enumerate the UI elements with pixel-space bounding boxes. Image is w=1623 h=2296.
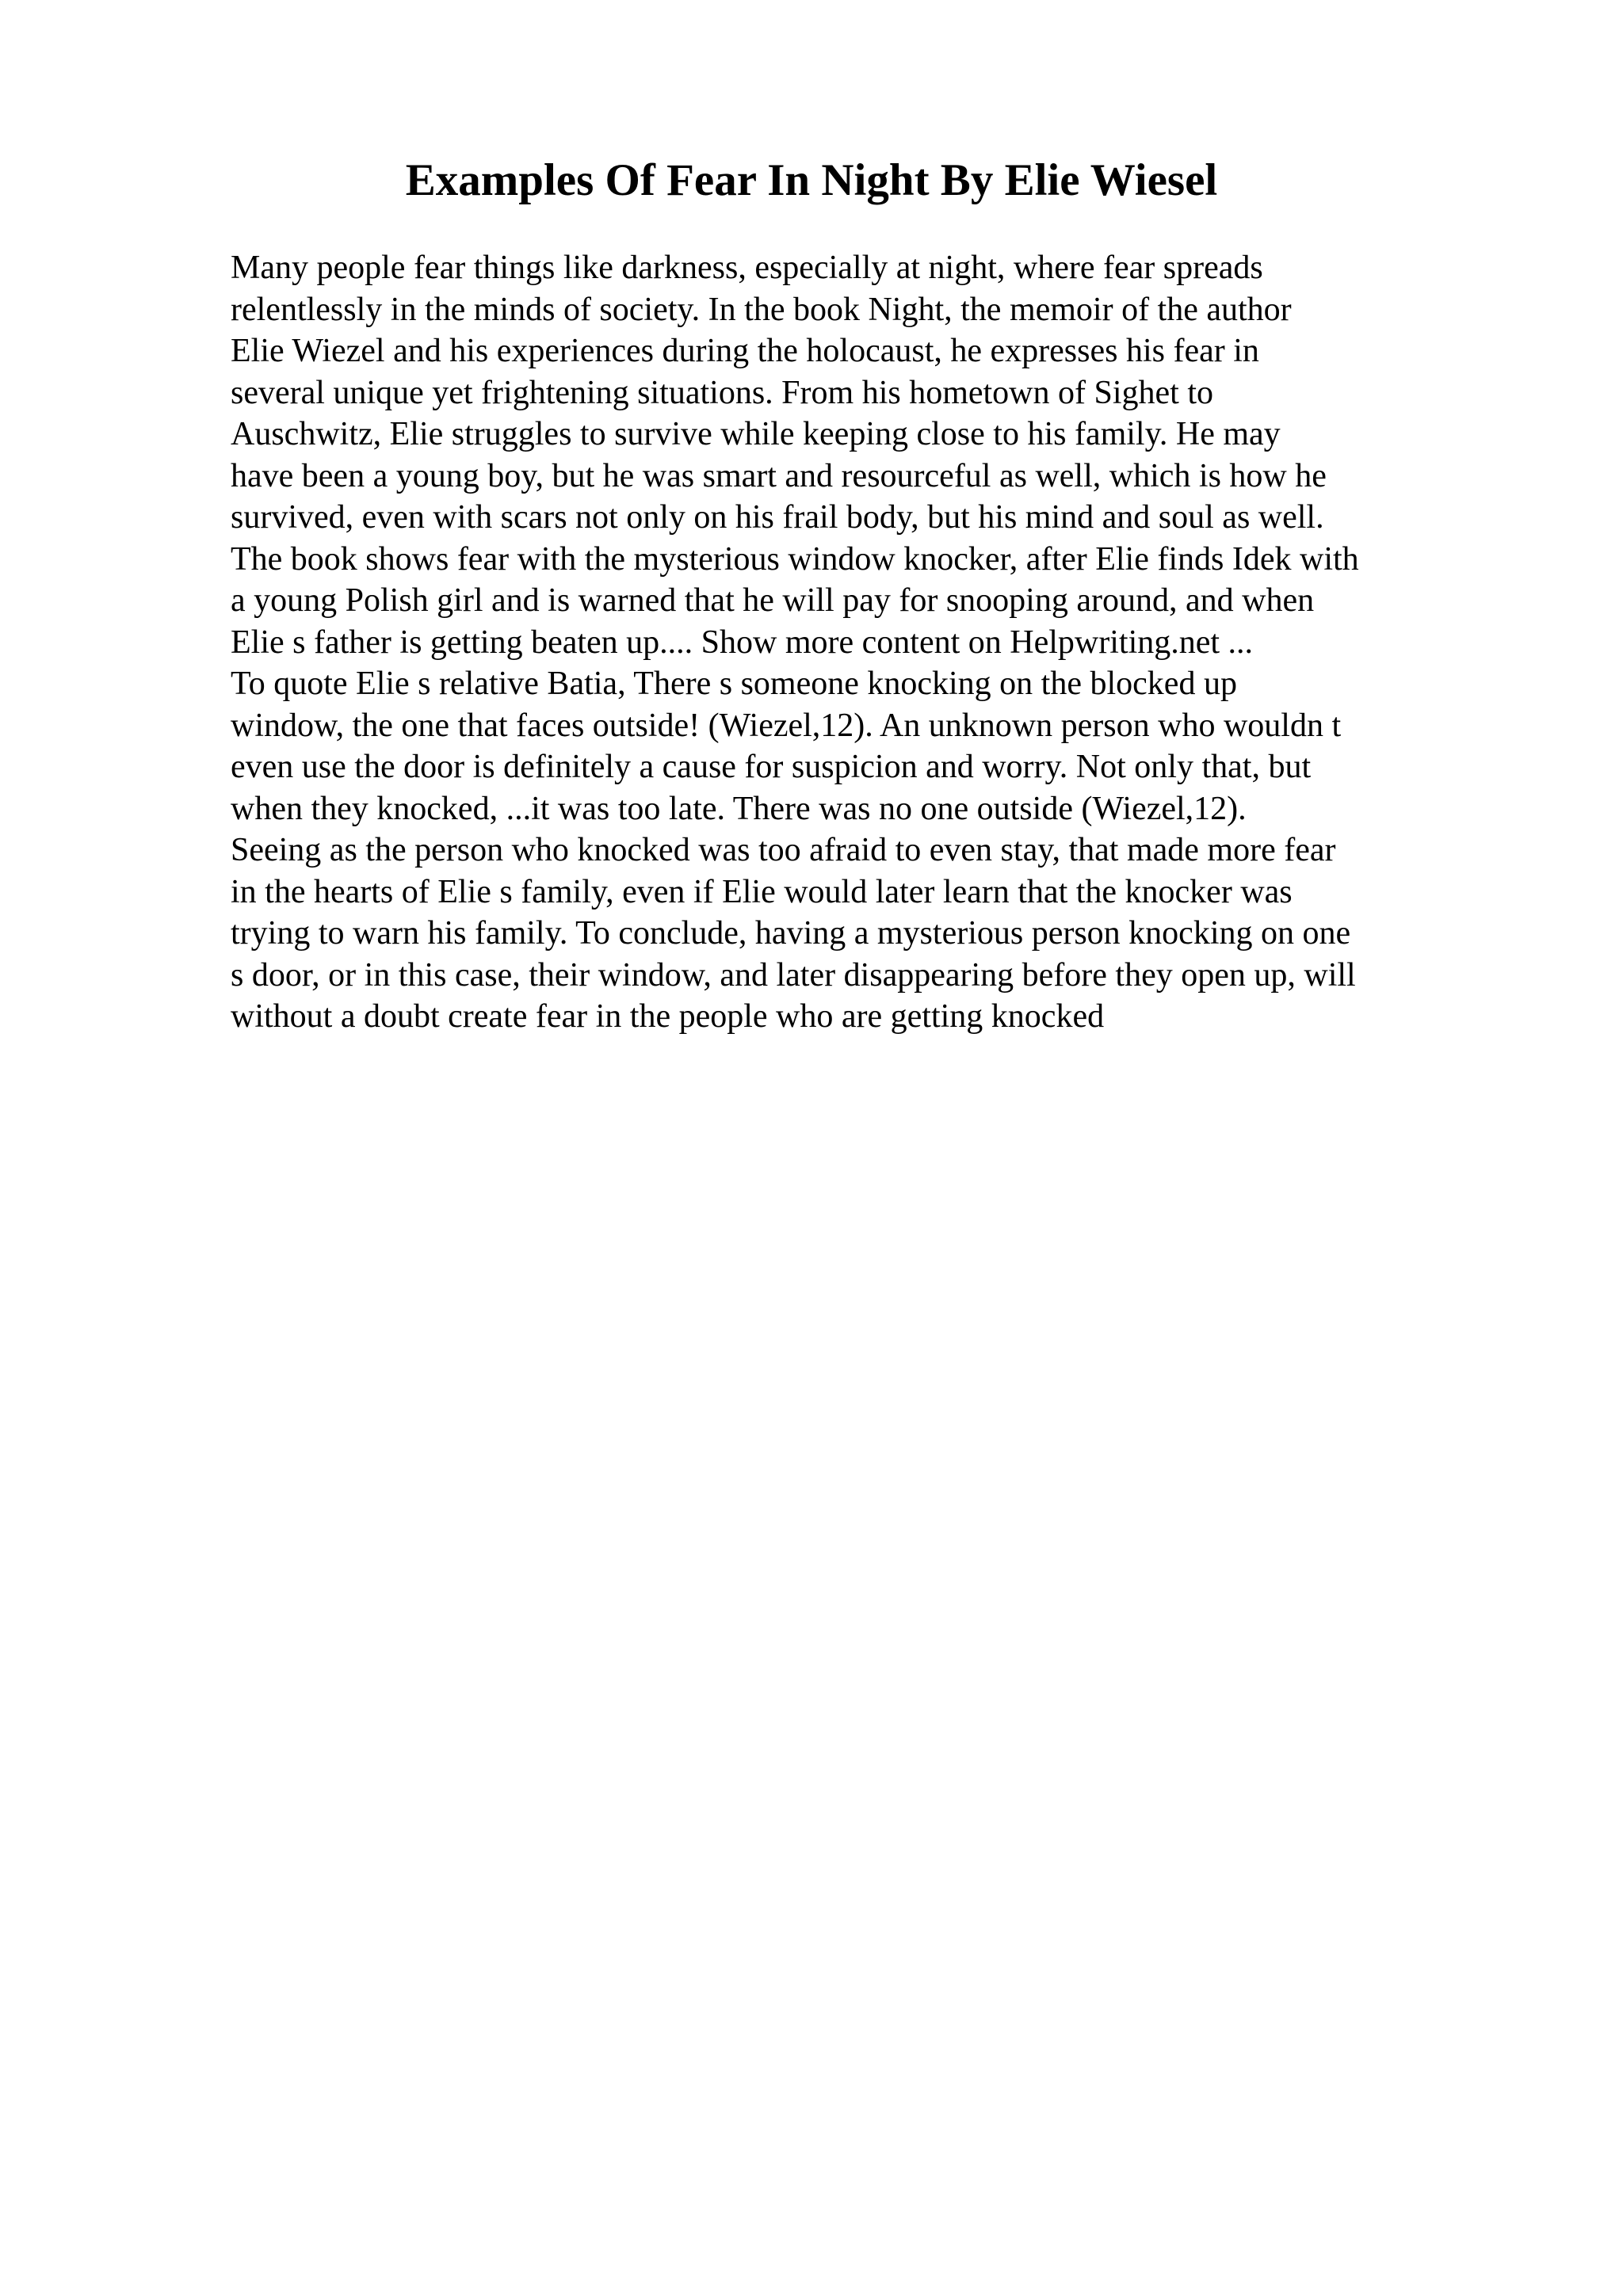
body-line: trying to warn his family. To conclude, having a mysterious person knocking on one xyxy=(231,915,1351,952)
body-line: when they knocked, ...it was too late. There was no one outside (Wiezel,12). xyxy=(231,790,1247,827)
body-line: survived, even with scars not only on his frail body, but his mind and soul as well. xyxy=(231,499,1324,536)
document-body xyxy=(231,247,1499,1038)
body-line: even use the door is definitely a cause for suspicion and worry. Not only that, but xyxy=(231,749,1312,785)
body-line: Elie Wiezel and his experiences during the holocaust, he expresses his fear in xyxy=(231,333,1259,369)
body-line: Elie s father is getting beaten up.... Show more content on Helpwriting.net ... xyxy=(231,624,1254,661)
body-line: without a doubt create fear in the people who are getting knocked xyxy=(231,998,1105,1035)
body-line: in the hearts of Elie s family, even if Elie would later learn that the knocker was xyxy=(231,873,1293,910)
body-line: Auschwitz, Elie struggles to survive while keeping close to his family. He may xyxy=(231,416,1281,452)
body-line: To quote Elie s relative Batia, There s someone knocking on the blocked up xyxy=(231,666,1237,702)
body-line: relentlessly in the minds of society. In the book Night, the memoir of the author xyxy=(231,291,1292,328)
body-line: window, the one that faces outside! (Wiezel,12). An unknown person who wouldn t xyxy=(231,707,1342,744)
body-line: a young Polish girl and is warned that he will pay for snooping around, and when xyxy=(231,582,1315,619)
body-line: s door, or in this case, their window, and later disappearing before they open up, will xyxy=(231,956,1356,994)
body-line: several unique yet frightening situations. From his hometown of Sighet to xyxy=(231,374,1214,411)
body-line: The book shows fear with the mysterious window knocker, after Elie finds Idek with xyxy=(231,540,1359,578)
document-title: Examples Of Fear In Night By Elie Wiesel xyxy=(405,155,1218,205)
body-line: Seeing as the person who knocked was too afraid to even stay, that made more fear xyxy=(231,832,1336,868)
body-line: have been a young boy, but he was smart and resourceful as well, which is how he xyxy=(231,457,1327,494)
body-line: Many people fear things like darkness, especially at night, where fear spreads xyxy=(231,250,1263,286)
